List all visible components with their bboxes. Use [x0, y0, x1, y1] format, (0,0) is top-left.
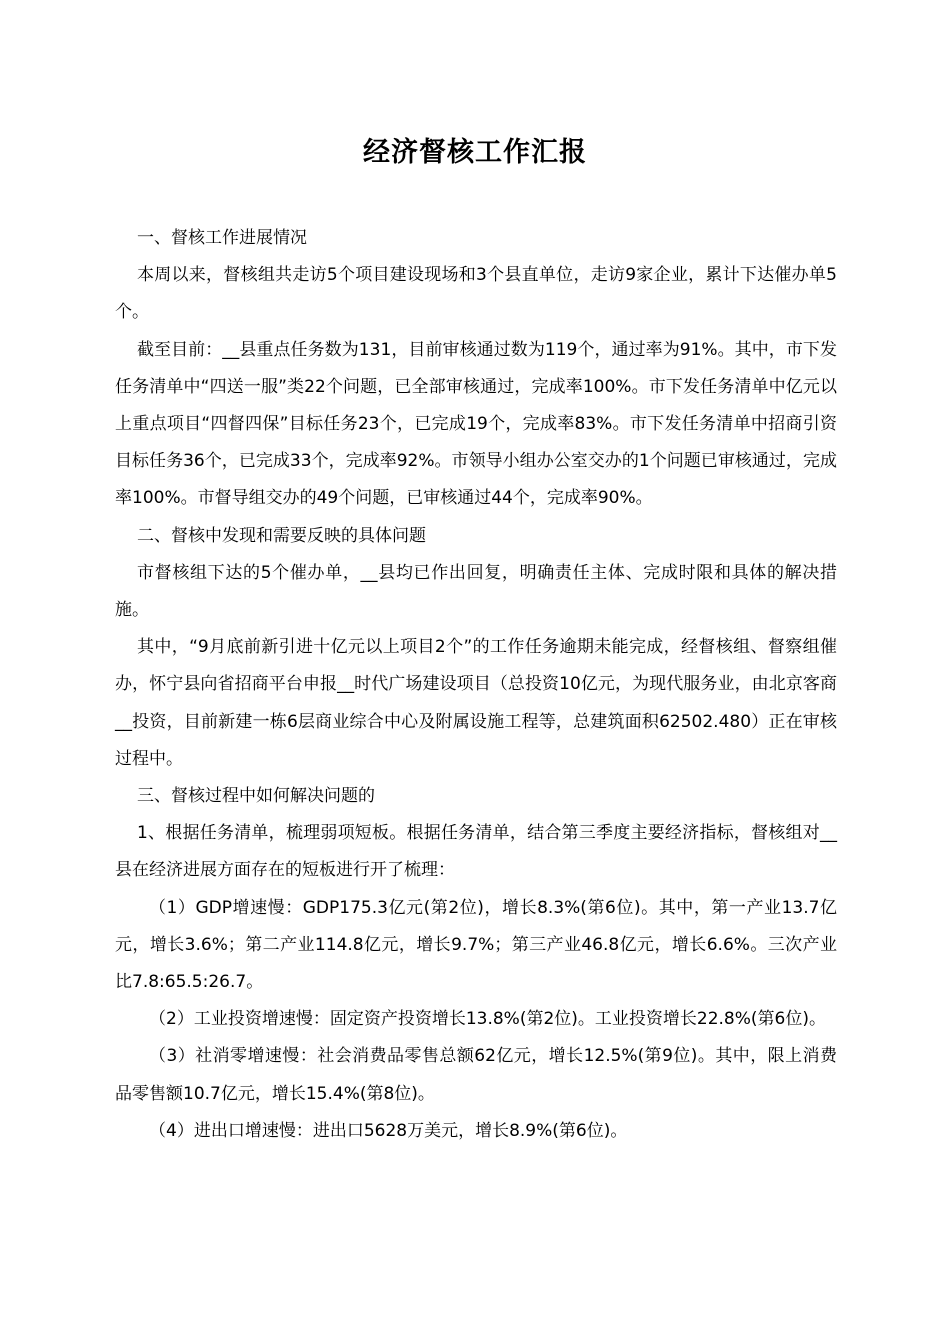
list-item-retail: （3）社消零增速慢：社会消费品零售总额62亿元，增长12.5%(第9位)。其中，限上消费品零售额10.7亿元，增长15.4%(第8位)。 [115, 1046, 837, 1104]
paragraph-overdue: 其中，“9月底前新引进十亿元以上项目2个”的工作任务逾期未能完成，经督核组、督察组催办，怀宁县向省招商平台申报__时代广场建设项目（总投资10亿元，为现代服务业，由北京客商__投资，目前新建一栋6层商业综合中心及附属设施工程等，总建筑面积62502.480）正在审核过程中。 [115, 637, 837, 769]
section-heading-1: 一、督核工作进展情况 [137, 228, 307, 248]
list-item-industrial-investment: （2）工业投资增速慢：固定资产投资增长13.8%(第2位)。工业投资增长22.8%(第6位)。 [149, 1009, 826, 1030]
section-heading-2: 二、督核中发现和需要反映的具体问题 [137, 525, 426, 546]
list-item-gdp: （1）GDP增速慢：GDP175.3亿元(第2位)，增长8.3%(第6位)。其中，第一产业13.7亿元，增长3.6%；第二产业114.8亿元，增长9.7%；第三产业46.8亿元，增长6.6%。三次产业比7.8:65.5:26.7。 [115, 897, 837, 993]
section-heading-3: 三、督核过程中如何解决问题的 [137, 786, 375, 807]
document-title: 经济督核工作汇报 [363, 137, 587, 168]
paragraph-reminders: 市督核组下达的5个催办单，__县均已作出回复，明确责任主体、完成时限和具体的解决措施。 [115, 562, 837, 621]
document-body [115, 220, 837, 1150]
paragraph-progress: 截至目前：__县重点任务数为131，目前审核通过数为119个，通过率为91%。其中，市下发任务清单中“四送一服”类22个问题，已全部审核通过，完成率100%。市下发任务清单中亿元以上重点项目“四督四保”目标任务23个，已完成19个，完成率83%。市下发任务清单中招商引资目标任务36个，已完成33个，完成率92%。市领导小组办公室交办的1个问题已审核通过，完成率100%。市督导组交办的49个问题，已审核通过44个，完成率90%。 [115, 339, 837, 509]
paragraph-visits: 本周以来，督核组共走访5个项目建设现场和3个县直单位，走访9家企业，累计下达催办单5个。 [115, 265, 837, 323]
paragraph-weaknesses: 1、根据任务清单，梳理弱项短板。根据任务清单，结合第三季度主要经济指标，督核组对__县在经济进展方面存在的短板进行开了梳理： [115, 823, 837, 881]
list-item-trade: （4）进出口增速慢：进出口5628万美元，增长8.9%(第6位)。 [149, 1120, 628, 1141]
